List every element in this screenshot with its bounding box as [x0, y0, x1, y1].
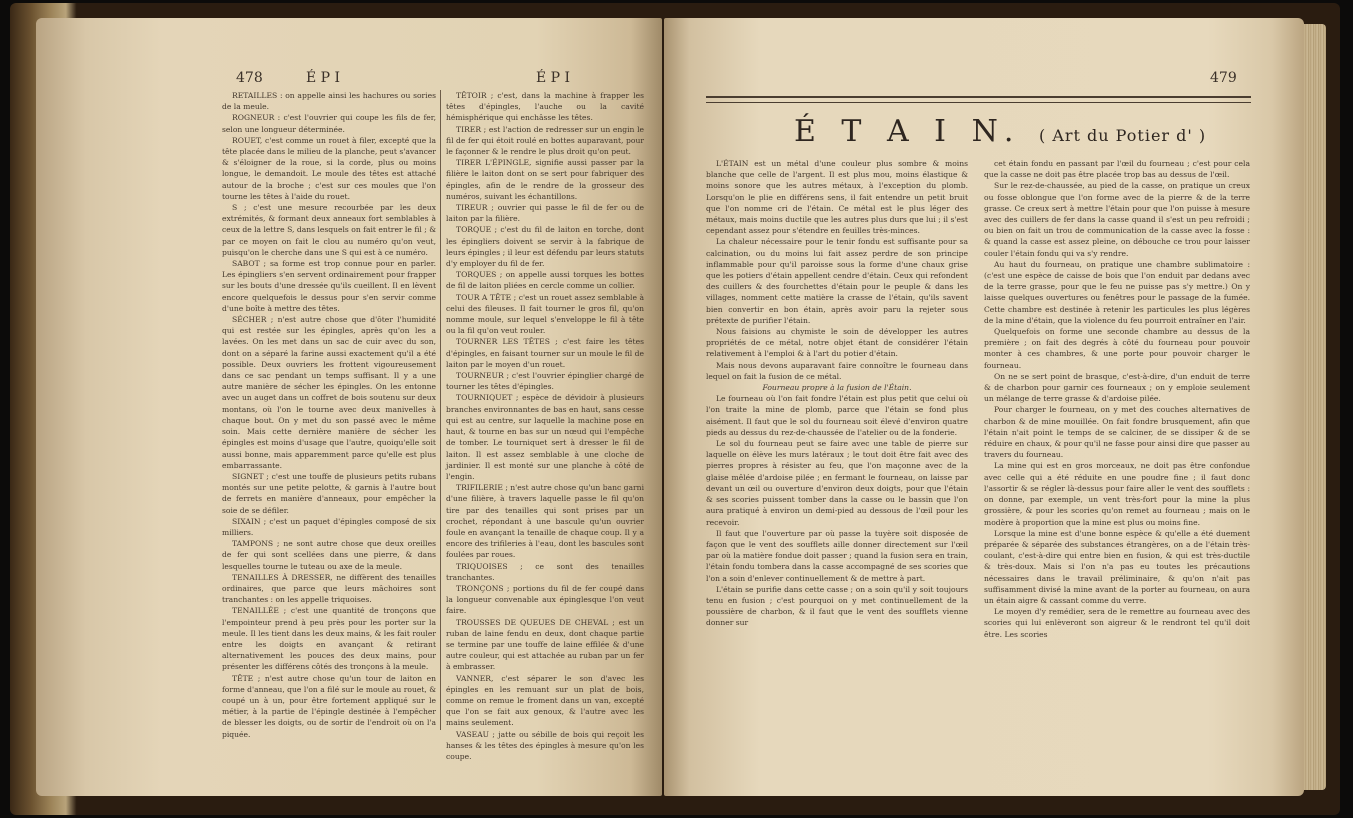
paragraph: On ne se sert point de brasque, c'est-à-dire, d'un enduit de terre & de charbon pour garnir ces fourneaux ; on y emploie seulement un mélange de terre grasse & d'ardoise pilée.: [984, 371, 1250, 404]
paragraph: Il faut que l'ouverture par où passe la tuyère soit disposée de façon que le vent des soufflets aille donner directement sur l'œil par où la matière fondue doit passer ; quand la fusion sera en train, l'étain fondu tombera dans la casse accompagné de ses scories que l'on a soin d'enlever continuellement & de mettre à part.: [706, 528, 968, 583]
paragraph: ROUET, c'est comme un rouet à filer, excepté que la tête placée dans le milieu de la planche, peut s'avancer & s'éloigner de la roue, si la corde, plus ou moins longue, le demandoit. Le moule des têtes est attaché autour de la broche ; c'est sur ces moules que l'on tourne les têtes à l'aide du rouet.: [222, 135, 436, 201]
paragraph: Le sol du fourneau peut se faire avec une table de pierre sur laquelle on élève les murs latéraux ; le tout doit être fait avec des pierres propres à résister au feu, que l'on maçonne avec de la glaise mêlée d'ardoise pilée ; en fermant le fourneau, on laisse par devant un œil ou ouverture d'environ deux doigts, pour que l'étain & ses scories puissent tomber dans la casse ou le bassin que l'on aura pratiqué à environ un demi-pied au dessous de l'œil pour les recevoir.: [706, 439, 968, 527]
paragraph: TÊTE ; n'est autre chose qu'un tour de laiton en forme d'anneau, que l'on a filé sur le moule au rouet, & coupé un à un, pour être fortement appliqué sur le métier, à la partie de l'épingle destinée à l'empêcher de blesser les doigts, ou de sortir de l'endroit où on l'a piquée.: [222, 673, 436, 739]
paragraph: TIREUR ; ouvrier qui passe le fil de fer ou de laiton par la filière.: [446, 203, 644, 224]
paragraph: TAMPONS ; ne sont autre chose que deux oreilles de fer qui sont scellées dans une pierre, & dans lesquelles tourne le tuteau ou axe de la meule.: [222, 539, 436, 571]
paragraph: SIGNET ; c'est une touffe de plusieurs petits rubans montés sur une petite pelotte, & garnis à l'autre bout de ferrets en manière d'anneaux, pour empêcher la soie de se défiler.: [222, 471, 436, 515]
paragraph: cet étain fondu en passant par l'œil du fourneau ; c'est pour cela que la casse ne doit pas être placée trop bas au dessus de l'œil.: [984, 159, 1250, 180]
left-page-column-1: [222, 90, 436, 790]
paragraph: L'ÉTAIN est un métal d'une couleur plus sombre & moins blanche que celle de l'argent. Il est plus mou, moins élastique & moins sonore que les autres métaux, à l'exception du plomb. Lorsqu'on le plie en différens sens, il fait entendre un petit bruit que l'on nomme cri de l'étain. Ce métal est le plus léger des métaux, mais moins ductile que les autres plus durs que lui ; il s'est cependant assez pour s'étendre en feuilles très-minces.: [706, 159, 968, 236]
section-subtitle: Fourneau propre à la fusion de l'Étain.: [762, 383, 912, 393]
paragraph: TÊTOIR ; c'est, dans la machine à frapper les têtes d'épingles, l'auche ou la cavité hémisphérique qui enchâsse les têtes.: [446, 91, 644, 123]
paragraph: SIXAIN ; c'est un paquet d'épingles composé de six milliers.: [222, 516, 436, 537]
paragraph: VASEAU ; jatte ou sébille de bois qui reçoit les hanses & les têtes des épingles à mesure qu'on les coupe.: [446, 729, 644, 761]
left-page-column-2: [446, 90, 644, 790]
paragraph: La mine qui est en gros morceaux, ne doit pas être confondue avec celle qui a été réduite en une poudre fine ; il faut donc l'assortir & se régler là-dessus pour faire aller le vent des soufflets : on donne, par exemple, un vent très-fort pour la mine la plus grossière, & pour les scories qu'on remet au fourneau ; mais on le modère à proportion que la mine est plus ou moins fine.: [984, 461, 1250, 527]
paragraph: SABOT ; sa forme est trop connue pour en parler. Les épingliers s'en servent ordinairement pour frapper sur les bouts d'une dressée qu'ils cueillent. Il en lèvent encore quelquefois le dessus pour s'en servir comme d'une boîte à mettre des têtes.: [222, 259, 436, 313]
paragraph: Nous faisions au chymiste le soin de développer les autres propriétés de ce métal, notre objet étant de considérer l'étain relativement à l'emploi & à l'art du potier d'étain.: [706, 327, 968, 359]
article-title: [794, 114, 1206, 149]
paragraph: TRIQUOISES ; ce sont des tenailles tranchantes.: [446, 561, 644, 582]
paragraph: Au haut du fourneau, on pratique une chambre sublimatoire : (c'est une espèce de caisse de bois que l'on enduit par dedans avec de la terre grasse, pour que le feu ne puisse pas s'y mettre.) On y laisse quelques ouvertures ou fenêtres pour le passage de la fumée. Cette chambre est destinée à retenir les particules les plus légères de la mine d'étain, que la violence du feu pourroit entraîner en l'air.: [984, 259, 1250, 325]
page-edges: [1304, 24, 1326, 790]
header-rule-thick: [706, 96, 1251, 98]
title-main: É T A I N.: [794, 114, 1022, 149]
paragraph: TOURNIQUET ; espèce de dévidoir à plusieurs branches environnantes de bas en haut, sans cesse qui est au centre, sur laquelle la machine pose en haut, & tourne en bas sur un nœud qui l'empêche de tomber. Le tourniquet sert à dresser le fil de laiton. Il est assez semblable à une cloche de jardinier. Il est monté sur une planche à côté de l'engin.: [446, 393, 644, 481]
paragraph: TOUR A TÊTE ; c'est un rouet assez semblable à celui des fileuses. Il fait tourner le gros fil, qu'on nomme moule, sur lequel s'enveloppe le fil à tête ou la fil qu'on veut rouler.: [446, 292, 644, 336]
paragraph: Mais nous devons auparavant faire connoître le fourneau dans lequel on fait la fusion de ce métal.: [706, 360, 968, 381]
left-page: [36, 18, 662, 796]
running-head-right: É P I: [536, 70, 571, 86]
paragraph: S ; c'est une mesure recourbée par les deux extrémités, & formant deux anneaux fort semblables à ceux de la lettre S, dans lesquels on fait entrer le fil ; & par ce moyen on fait le clou au numéro qu'on veut, puisqu'on le cherche dans une S qui est à ce numéro.: [222, 203, 436, 257]
paragraph: TIRER ; est l'action de redresser sur un engin le fil de fer qui étoit roulé en bottes auparavant, pour le façonner & le rendre le plus droit qu'on peut.: [446, 124, 644, 157]
page-number-right: 479: [1210, 70, 1237, 86]
paragraph: TENAILLES À DRESSER, ne diffèrent des tenailles ordinaires, que parce que leurs mâchoires sont tranchantes : on les appelle triquoises.: [222, 572, 436, 605]
title-sub: ( Art du Potier d' ): [1038, 126, 1207, 145]
right-page: [664, 18, 1304, 796]
paragraph: RETAILLES : on appelle ainsi les hachures ou sories de la meule.: [222, 91, 436, 112]
right-page-column-2: [984, 158, 1250, 788]
paragraph: TRIFILERIE ; n'est autre chose qu'un banc garni d'une filière, à travers laquelle passe le fil qu'on tire par des tenailles qui sont prises par un crochet, répondant à une bascule qu'un ouvrier foule en avançant la tenaille de chaque coup. Il y a encore des trifileries à l'eau, dont les bascules sont foulées par roues.: [446, 483, 644, 560]
paragraph: TROUSSES DE QUEUES DE CHEVAL ; est un ruban de laine fendu en deux, dont chaque partie se termine par une touffe de laine effilée & d'une autre couleur, qui est attachée au ruban par un fer à embrasser.: [446, 617, 644, 672]
paragraph: TIRER L'ÉPINGLE, signifie aussi passer par la filière le laiton dont on se sert pour fabriquer des épingles, afin de le rendre de la grosseur des numéros, suivant les échantillons.: [446, 158, 644, 201]
paragraph: TOURNEUR ; c'est l'ouvrier épinglier chargé de tourner les têtes d'épingles.: [446, 371, 644, 392]
paragraph: TORQUES ; on appelle aussi torques les bottes de fil de laiton pliées en cercle comme un collier.: [446, 270, 644, 291]
paragraph: TENAILLÉE ; c'est une quantité de tronçons que l'empointeur prend à peu près pour les porter sur la meule. Il les tient dans les deux mains, & les fait rouler entre les doigts en avançant & retirant alternativement les pouces des deux mains, pour présenter les différens côtés des tronçons à la meule.: [222, 606, 436, 672]
right-page-column-1: [706, 158, 968, 788]
paragraph: La chaleur nécessaire pour le tenir fondu est suffisante pour sa calcination, ou du moins lui fait assez perdre de son principe inflammable pour qu'il paroisse sous la forme d'une chaux grise que les potiers d'étain appellent cendre d'étain. Ceux qui refondent des cuillers & des fourchettes d'étain pour le peuple & dans les villages, nomment cette matière la crasse de l'étain, qu'ils savent bien convertir en bon étain, après avoir paru la rejeter sous prétexte de purifier l'étain.: [706, 237, 968, 325]
paragraph: L'étain se purifie dans cette casse ; on a soin qu'il y soit toujours tenu en fusion ; c'est pourquoi on y met continuellement de la poussière de charbon, & il faut que le vent des soufflets vienne donner sur: [706, 584, 968, 628]
paragraph: Le moyen d'y remédier, sera de le remettre au fourneau avec des scories qui lui enlèveront son aigreur & le rendront tel qu'il doit être. Les scories: [984, 607, 1250, 639]
column-divider: [440, 90, 441, 730]
paragraph: Lorsque la mine est d'une bonne espèce & qu'elle a été duement préparée & séparée des substances étrangères, on a de l'étain très-coulant, c'est-à-dire qui entre bien en fusion, & qui est très-ductile & très-doux. Mais si l'on n'a pas eu toutes les précautions nécessaires dans le travail préliminaire, & qu'on n'ait pas suffisamment divisé la mine avant de la porter au fourneau, on aura un étain aigre & cassant comme du verre.: [984, 528, 1250, 605]
header-rule-thin: [706, 102, 1251, 103]
paragraph: Quelquefois on forme une seconde chambre au dessus de la première ; on fait des degrés à côté du fourneau pour pouvoir monter à ces chambres, & une porte pour pouvoir charger le fourneau.: [984, 327, 1250, 370]
paragraph: Le fourneau où l'on fait fondre l'étain est plus petit que celui où l'on traite la mine de plomb, parce que l'étain se fond plus aisément. Il faut que le sol du fourneau soit élevé d'environ quatre pieds au dessus du rez-de-chaussée de l'atelier ou de la fonderie.: [706, 394, 968, 437]
paragraph: TOURNER LES TÊTES ; c'est faire les têtes d'épingles, en faisant tourner sur un moule le fil de laiton par le moyen d'un rouet.: [446, 337, 644, 369]
paragraph: TORQUE ; c'est du fil de laiton en torche, dont les épingliers doivent se servir à la fabrique de leurs épingles ; il leur est défendu par leurs statuts d'y employer du fil de fer.: [446, 225, 644, 269]
page-number-left: 478: [236, 70, 263, 86]
paragraph: Sur le rez-de-chaussée, au pied de la casse, on pratique un creux ou fosse oblongue que l'on forme avec de la pierre & de la terre grasse. Ce creux sert à mettre l'étain pour que l'on puisse à mesure avec des cuillers de fer dans la casse quand il s'est un peu refroidi ; ou bien on fait un trou de communication de la casse avec la fosse : & quand la casse est assez pleine, on débouche ce trou pour laisser couler l'étain fondu qui va s'y rendre.: [984, 181, 1250, 258]
paragraph: SÉCHER ; n'est autre chose que d'ôter l'humidité qui est restée sur les épingles, après qu'on les a lavées. On les met dans un sac de cuir avec du son, dont on a séparé la farine aussi exactement qu'il a été possible. Deux ouvriers les frottent vigoureusement dans ce sac pendant un temps suffisant. Il y a une autre manière de sécher les épingles. On les entonne avec un auget dans un coffret de bois soutenu sur deux montans, où l'on le tourne avec deux manivelles à chaque bout. On y met du son passé avec le même soin. Mais cette dernière manière de sécher les épingles est moins d'usage que l'autre, quoiqu'elle soit aussi bonne, mais apparemment parce qu'elle est plus embarrassante.: [222, 315, 436, 470]
paragraph: TRONÇONS ; portions du fil de fer coupé dans la longueur convenable aux épinglesque l'on veut faire.: [446, 583, 644, 616]
paragraph: ROGNEUR : c'est l'ouvrier qui coupe les fils de fer, selon une longueur déterminée.: [222, 113, 436, 134]
paragraph: Pour charger le fourneau, on y met des couches alternatives de charbon & de mine mouillée. On fait fondre brusquement, afin que l'étain n'ait point le temps de se calciner, de se dissiper & de se réduire en chaux, & pour qu'il ne fasse pour ainsi dire que passer au travers du fourneau.: [984, 405, 1250, 460]
running-head-left: É P I: [306, 70, 341, 86]
paragraph: VANNER, c'est séparer le son d'avec les épingles en les remuant sur un plat de bois, comme on remue le froment dans un van, excepté que l'on se fait aux genoux, & l'autre avec les mains seulement.: [446, 673, 644, 728]
